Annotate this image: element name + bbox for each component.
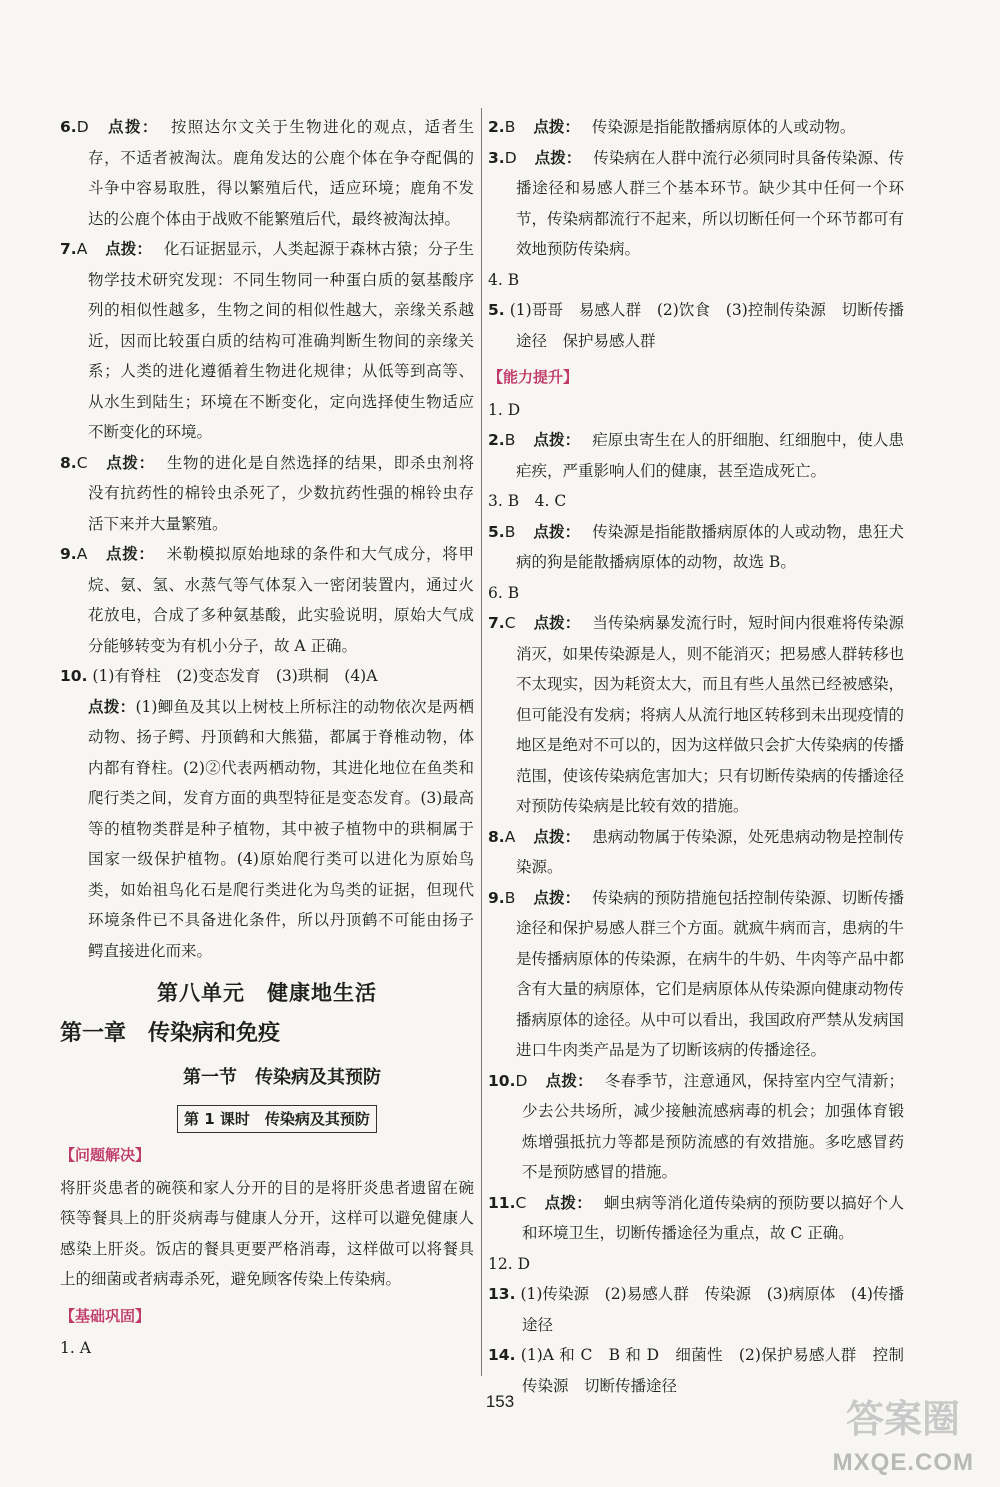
problem-solving-text: 将肝炎患者的碗筷和家人分开的目的是将肝炎患者遗留在碗筷等餐具上的肝炎病毒与健康人分开，这样可以避免健康人感染上肝炎。饭店的餐具更要严格消毒，这样做可以将餐具上的细菌或者病毒杀死，避免顾客传染上传染病。 (60, 1178, 474, 1288)
answer-9: 9.A 点拨： 米勒模拟原始地球的条件和大气成分，将甲烷、氨、氢、水蒸气等气体泵入一密闭装置内，通过火花放电，合成了多种氨基酸，此实验说明，原始大气成分能够转变为有机小分子，故 A 正确。 (60, 545, 474, 655)
page-number: 153 (485, 1392, 515, 1411)
tag-problem-solving: 【问题解决】 (60, 1146, 151, 1164)
ability-answer-2: 2.B 点拨： 疟原虫寄生在人的肝细胞、红细胞中，使人患疟疾，严重影响人们的健康，甚至造成死亡。 (488, 431, 904, 480)
ability-answer-12: 12. D (488, 1254, 531, 1273)
chapter-title: 第一章 传染病和免疫 (60, 1020, 281, 1046)
basic-answer-5: 5. (1)哥哥 易感人群 (2)饮食 (3)控制传染源 切断传播途径 保护易感人群 (488, 301, 904, 350)
ability-answer-1: 1. D (488, 400, 521, 419)
tag-ability-improvement: 【能力提升】 (488, 368, 579, 386)
ability-answer-9: 9.B 点拨： 传染病的预防措施包括控制传染源、切断传播途径和保护易感人群三个方面。就疯牛病而言，患病的牛是传播病原体的传染源，在病牛的牛奶、牛肉等产品中都含有大量的病原体，它们是病原体从传染源向健康动物传播病原体的途径。从中可以看出，我国政府严禁从发病国进口牛肉类产品是为了切断该病的传播途径。 (488, 888, 904, 1059)
ability-answer-10: 10.D 点拨： 冬春季节，注意通风，保持室内空气清新；少去公共场所，减少接触流感病毒的机会；加强体育锻炼增强抵抗力等都是预防流感的有效措施。多吃感冒药不是预防感冒的措施。 (488, 1071, 904, 1181)
right-column (488, 112, 904, 1401)
ability-answer-8: 8.A 点拨： 患病动物属于传染源，处死患病动物是控制传染源。 (488, 827, 904, 876)
lesson-title-box: 第 1 课时 传染病及其预防 (177, 1105, 377, 1133)
ability-answer-3-4: 3. B 4. C (488, 492, 567, 510)
ability-answer-7: 7.C 点拨： 当传染病暴发流行时，短时间内很难将传染源消灭，如果传染源是人，则不能消灭；把易感人群转移也不太现实，因为耗资太大，而且有些人虽然已经被感染，但可能没有发病；将病人从流行地区转移到未出现疫情的地区是绝对不可以的，因为这样做只会扩大传染病的传播范围，使该传染病危害加大；只有切断传染病的传播途径对预防传染病是比较有效的措施。 (488, 614, 904, 815)
ability-answer-11: 11.C 点拨： 蛔虫病等消化道传染病的预防要以搞好个人和环境卫生，切断传播途径为重点，故 C 正确。 (488, 1193, 904, 1242)
unit-title: 第八单元 健康地生活 (157, 981, 377, 1005)
section-title: 第一节 传染病及其预防 (183, 1067, 381, 1088)
tag-basic-consolidation: 【基础巩固】 (60, 1306, 151, 1325)
basic-answer-2: 2.B 点拨： 传染源是指能散播病原体的人或动物。 (488, 118, 856, 136)
left-column (60, 112, 474, 1364)
answer-6: 6.D 点拨： 按照达尔文关于生物进化的观点，适者生存，不适者被淘汰。鹿角发达的公鹿个体在争夺配偶的斗争中容易取胜，得以繁殖后代，适应环境；鹿角不发达的公鹿个体由于战败不能繁殖后代，最终被淘汰掉。 (60, 118, 474, 228)
ability-answer-6: 6. B (488, 583, 520, 602)
basic-answer-4: 4. B (488, 270, 520, 289)
ability-answer-5: 5.B 点拨： 传染源是指能散播病原体的人或动物，患狂犬病的狗是能散播病原体的动物，故选 B。 (488, 522, 904, 571)
watermark-url: MXQE.COM (832, 1449, 974, 1476)
column-divider (481, 108, 482, 1376)
answer-10-explanation: 点拨：(1)鲫鱼及其以上树枝上所标注的动物依次是两栖动物、扬子鳄、丹顶鹤和大熊猫，都属于脊椎动物，体内都有脊柱。(2)②代表两栖动物，其进化地位在鱼类和爬行类之间，发育方面的典型特征是变态发育。(3)最高等的植物类群是种子植物，其中被子植物中的珙桐属于国家一级保护植物。(4)原始爬行类可以进化为原始鸟类，如始祖鸟化石是爬行类进化为鸟类的证据，但现代环境条件已不具备进化条件，所以丹顶鹤不可能由扬子鳄直接进化而来。 (88, 697, 474, 960)
basic-answer-1: 1. A (60, 1339, 91, 1357)
basic-answer-3: 3.D 点拨： 传染病在人群中流行必须同时具备传染源、传播途径和易感人群三个基本环节。缺少其中任何一个环节，传染病都流行不起来，所以切断任何一个环节都可有效地预防传染病。 (488, 148, 904, 258)
answer-8: 8.C 点拨： 生物的进化是自然选择的结果，即杀虫剂将没有抗药性的棉铃虫杀死了，少数抗药性强的棉铃虫存活下来并大量繁殖。 (60, 453, 474, 533)
watermark-logo: 答案圈 (845, 1397, 960, 1441)
answer-10: 10. (1)有脊柱 (2)变态发育 (3)珙桐 (4)A (60, 667, 378, 685)
ability-answer-14: 14. (1)A 和 C B 和 D 细菌性 (2)保护易感人群 控制传染源 切断传播途径 (488, 1346, 904, 1395)
answer-7: 7.A 点拨： 化石证据显示，人类起源于森林古猿；分子生物学技术研究发现：不同生物同一种蛋白质的氨基酸序列的相似性越多，生物之间的相似性越大，亲缘关系越近，因而比较蛋白质的结构可准确判断生物间的亲缘关系；人类的进化遵循着生物进化规律；从低等到高等、从水生到陆生；环境在不断变化，定向选择使生物适应不断变化的环境。 (60, 240, 474, 441)
ability-answer-13: 13. (1)传染源 (2)易感人群 传染源 (3)病原体 (4)传播途径 (488, 1285, 904, 1334)
